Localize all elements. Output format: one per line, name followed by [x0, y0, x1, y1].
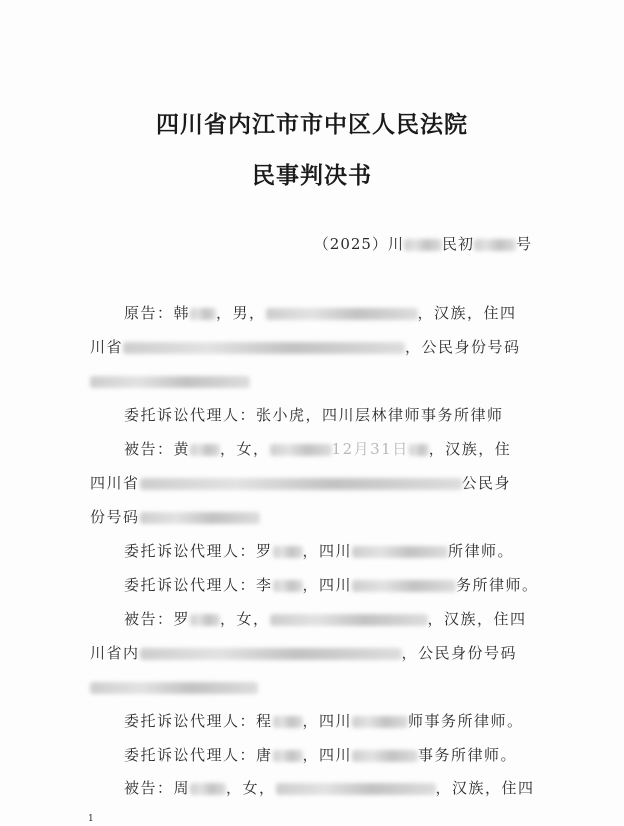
text-segment: 委托诉讼代理人：李	[124, 576, 273, 594]
text-line: 委托诉讼代理人：张小虎，四川层林律师事务所律师	[124, 406, 504, 424]
court-name: 四川省内江市市中区人民法院	[156, 111, 468, 138]
text-line	[124, 778, 574, 798]
text-line	[124, 745, 574, 765]
text-segment: 务所律师。	[456, 576, 539, 594]
text-segment: ，汉族，住四	[427, 610, 527, 628]
redaction	[273, 716, 303, 728]
text-segment: 委托诉讼代理人：唐	[124, 746, 273, 764]
text-line	[124, 711, 574, 731]
text-line	[90, 337, 540, 357]
text-line	[124, 541, 574, 561]
text-segment: 委托诉讼代理人：罗	[124, 542, 273, 560]
text-line	[124, 439, 574, 459]
redaction	[90, 376, 250, 388]
page-number: 1	[88, 814, 94, 824]
redaction	[123, 342, 405, 354]
text-line	[90, 507, 540, 527]
text-segment: 川省	[90, 338, 124, 356]
redaction	[190, 783, 226, 795]
text-segment: 被告：黄	[124, 440, 191, 458]
redaction	[190, 444, 220, 456]
redaction	[270, 614, 428, 626]
redaction	[409, 444, 429, 456]
text-segment: ，四川	[302, 712, 353, 730]
text-segment: ，女，	[220, 610, 270, 628]
redaction	[140, 512, 260, 524]
text-segment: ，四川	[302, 576, 353, 594]
text-segment: 事务所律师。	[418, 746, 518, 764]
text-segment: 12月31日	[331, 440, 409, 458]
redaction	[273, 546, 303, 558]
redaction	[404, 239, 442, 251]
text-line	[124, 303, 574, 323]
redaction	[270, 444, 332, 456]
redaction	[352, 750, 418, 762]
text-segment: 原告：韩	[124, 304, 191, 322]
text-segment: ，女，	[220, 440, 270, 458]
text-line	[124, 609, 574, 629]
text-segment: 川省内	[90, 644, 140, 662]
redaction	[140, 648, 402, 660]
text-segment: 被告：周	[124, 779, 191, 797]
case-number	[314, 233, 532, 254]
redaction	[190, 614, 220, 626]
redaction	[352, 716, 408, 728]
text-segment: 四川省	[90, 474, 140, 492]
redaction	[266, 308, 418, 320]
redaction	[140, 478, 462, 490]
text-segment: ，四川	[302, 746, 353, 764]
text-line	[90, 677, 540, 697]
text-segment: ，四川	[302, 542, 353, 560]
case-number-prefix: （2025）川	[313, 235, 404, 253]
document-type: 民事判决书	[252, 162, 372, 189]
redaction	[352, 580, 456, 592]
text-segment: 所律师。	[448, 542, 515, 560]
case-number-middle: 民初	[441, 235, 474, 253]
text-segment: ，汉族，住	[428, 440, 512, 458]
redaction	[273, 580, 303, 592]
text-line	[90, 643, 540, 663]
text-segment: ，汉族，住四	[435, 779, 535, 797]
text-segment: ，男，	[216, 304, 266, 322]
text-segment: 公民身	[461, 474, 512, 492]
text-segment: 被告：罗	[124, 610, 191, 628]
text-line	[124, 575, 574, 595]
redaction	[276, 783, 436, 795]
redaction	[352, 546, 448, 558]
redaction	[273, 750, 303, 762]
text-line	[90, 473, 540, 493]
text-segment: ，女，	[226, 779, 276, 797]
text-segment: 份号码	[90, 508, 140, 526]
text-segment: ，公民身份号码	[405, 338, 521, 356]
redaction	[190, 308, 216, 320]
text-segment: 委托诉讼代理人：程	[124, 712, 273, 730]
redaction	[90, 682, 258, 694]
text-segment: ，汉族，住四	[417, 304, 517, 322]
text-segment: 师事务所律师。	[408, 712, 524, 730]
case-number-suffix: 号	[515, 235, 532, 253]
redaction	[474, 239, 516, 251]
text-line	[90, 371, 540, 391]
text-segment: ，公民身份号码	[401, 644, 518, 662]
